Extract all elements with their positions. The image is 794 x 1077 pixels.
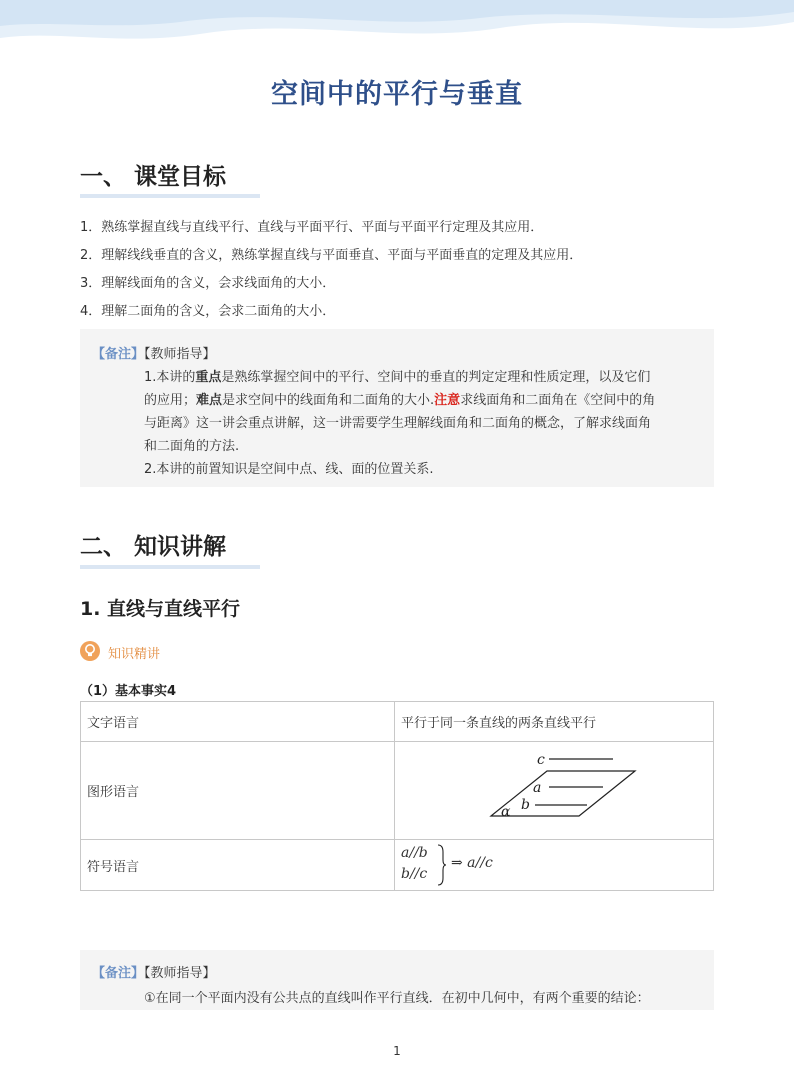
note-text: 是熟练掌握空间中的平行、空间中的垂直的判定定理和性质定理，以及它们: [221, 370, 651, 385]
parallel-lines-figure: [401, 742, 713, 835]
goal-item: 2．理解线线垂直的含义，熟练掌握直线与平面垂直、平面与平面垂直的定理及其应用．: [80, 248, 583, 263]
tip-label: 知识精讲: [108, 647, 161, 662]
page-number: 1: [393, 1044, 401, 1058]
goal-item: 3．理解线面角的含义，会求线面角的大小．: [80, 276, 336, 291]
note-bold-keyword: 重点: [195, 370, 222, 385]
note-header: [92, 343, 216, 362]
note-red-keyword: 注意: [434, 393, 461, 408]
heading-underline: [80, 565, 260, 569]
note-line: 与距离》这一讲会重点讲解，这一讲需要学生理解线面角和二面角的概念，了解求线面角: [144, 416, 652, 431]
heading-underline: [80, 194, 260, 198]
table-cell-figure: [395, 742, 714, 840]
fact-title: （1）基本事实4: [80, 684, 177, 699]
table-cell-label: 图形语言: [81, 742, 395, 840]
table-cell-label: 文字语言: [81, 702, 395, 742]
teacher-note-box: [80, 950, 714, 1010]
note-text: 求线面角和二面角在《空间中的角: [460, 393, 656, 408]
note-text: 是求空间中的线面角和二面角的大小.: [222, 393, 435, 408]
note-line: ①在同一个平面内没有公共点的直线叫作平行直线．在初中几何中，有两个重要的结论：: [144, 991, 650, 1006]
line-label-b: b: [521, 797, 530, 813]
line-label-c: c: [537, 752, 545, 768]
note-bold-keyword: 难点: [196, 393, 223, 408]
table-row: [81, 702, 714, 742]
note-text: 的应用；: [144, 393, 197, 408]
note-line: 和二面角的方法.: [144, 439, 240, 454]
plane-label-alpha: α: [501, 804, 511, 820]
page-title: 空间中的平行与垂直: [271, 79, 523, 110]
note-text: 1.本讲的: [144, 370, 196, 385]
section-heading-goals: 一、 课堂目标: [80, 164, 227, 190]
note-header: [92, 962, 216, 981]
note-title: 【教师指导】: [144, 966, 216, 981]
table-cell-value: 平行于同一条直线的两条直线平行: [395, 702, 714, 742]
table-row: [81, 742, 714, 840]
goal-item: 4．理解二面角的含义，会求二面角的大小．: [80, 304, 336, 319]
note-tag: 【备注】: [92, 966, 145, 981]
goal-item: 1．熟练掌握直线与直线平行、直线与平面平行、平面与平面平行定理及其应用．: [80, 220, 544, 235]
symbol-premise: a//b: [401, 845, 428, 861]
table-cell-label: 符号语言: [81, 840, 395, 891]
symbol-premise: b//c: [401, 866, 428, 882]
right-brace-icon: [437, 844, 447, 886]
symbol-conclusion: ⇒ a//c: [451, 855, 493, 871]
note-line: [144, 389, 655, 408]
note-title: 【教师指导】: [144, 347, 216, 362]
note-line: [144, 366, 650, 385]
note-tag: 【备注】: [92, 347, 145, 362]
subsection-heading: 1. 直线与直线平行: [80, 598, 241, 620]
line-label-a: a: [533, 780, 542, 796]
table-row: [81, 840, 714, 891]
note-line: 2.本讲的前置知识是空间中点、线、面的位置关系.: [144, 462, 434, 477]
section-heading-knowledge: 二、 知识讲解: [80, 534, 227, 560]
header-wave-decoration: [0, 0, 794, 60]
basic-fact-table: [80, 701, 714, 891]
table-cell-symbol: [395, 840, 714, 891]
lightbulb-icon: [80, 641, 100, 661]
teacher-note-box: [80, 329, 714, 487]
